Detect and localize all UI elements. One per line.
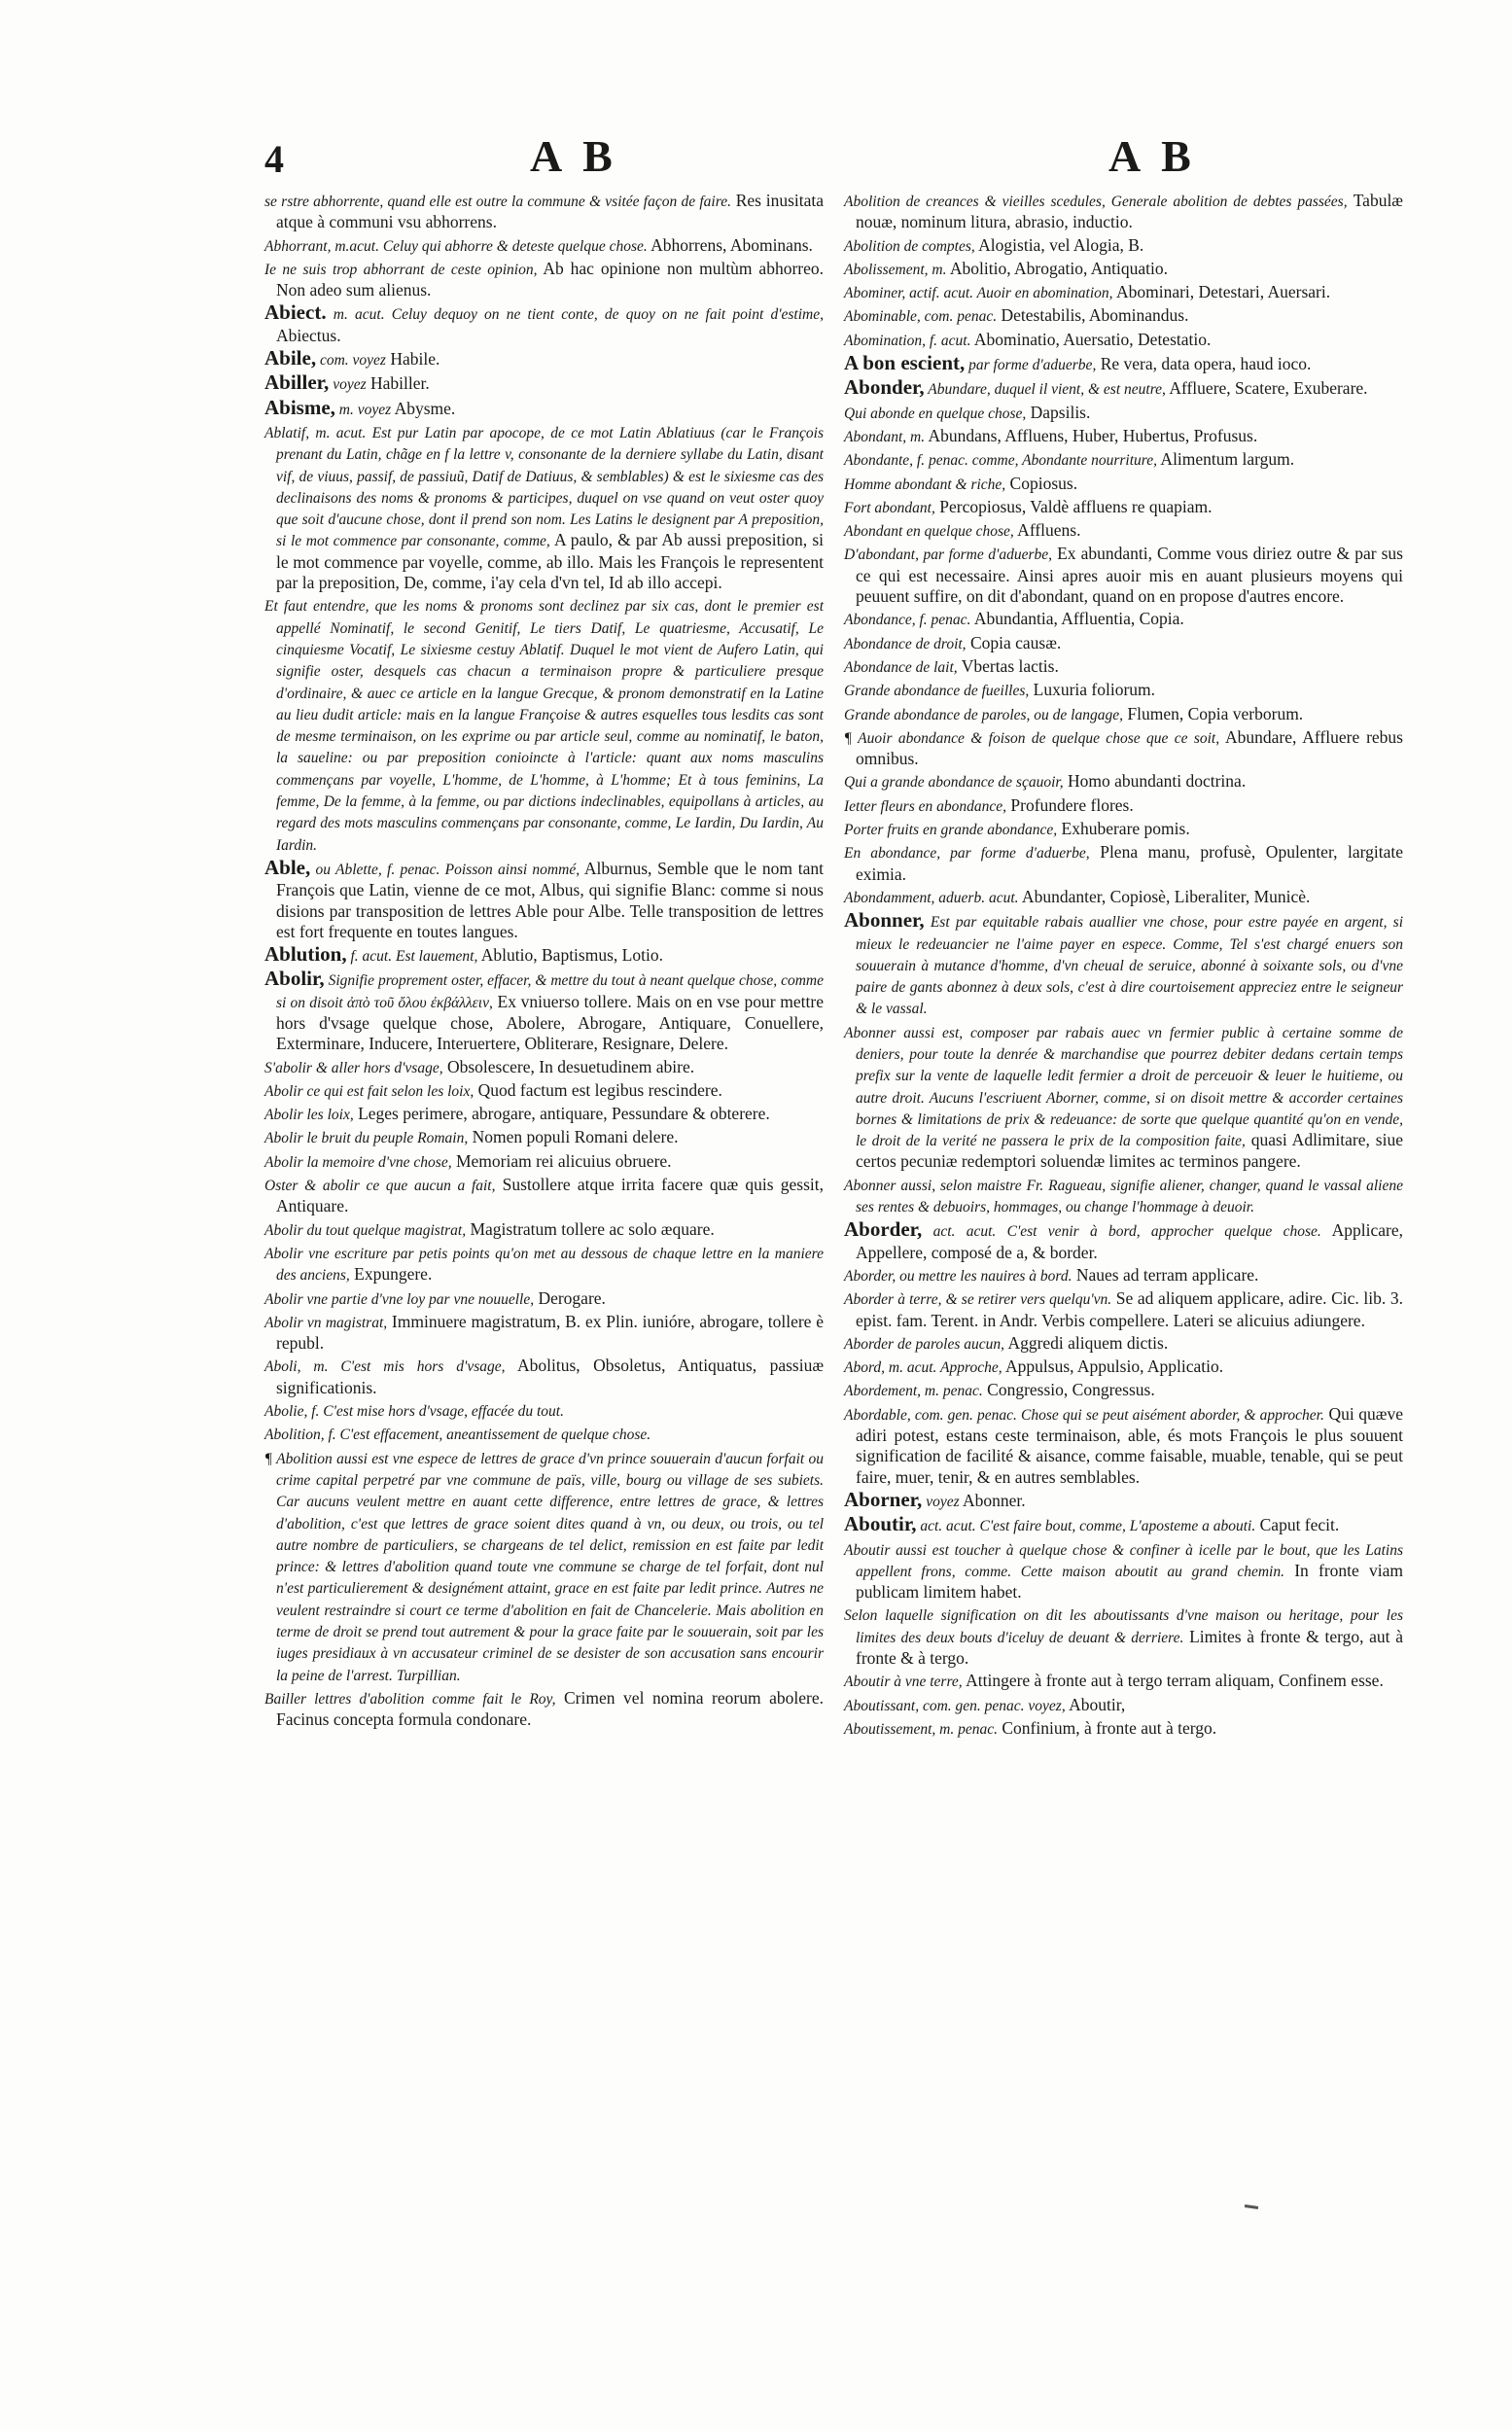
entry-latin-text: Vbertas lactis. — [957, 655, 1059, 676]
entry-latin-text: Re vera, data opera, haud ioco. — [1096, 354, 1312, 374]
dictionary-entry — [264, 1080, 824, 1102]
entry-latin-text: Attingere à fronte aut à tergo terram aliquam, Confinem esse. — [962, 1671, 1384, 1691]
entry-french-text: Aboutissement, m. penac. — [844, 1720, 998, 1738]
dictionary-entry — [844, 1022, 1403, 1173]
entry-latin-text: Profundere flores. — [1006, 794, 1134, 815]
dictionary-entry — [844, 1404, 1403, 1488]
dictionary-entry — [844, 377, 1403, 400]
dictionary-entry — [844, 680, 1403, 701]
dictionary-entry — [264, 395, 824, 420]
dictionary-entry — [844, 282, 1403, 303]
dictionary-entry — [844, 609, 1403, 630]
dictionary-entry — [264, 1424, 824, 1445]
dictionary-entry — [844, 497, 1403, 518]
dictionary-entry — [264, 1448, 824, 1686]
entry-french-text: Abominer, actif. acut. Auoir en abomination, — [844, 285, 1113, 302]
dictionary-entry — [844, 1265, 1403, 1286]
entry-french-text: m. voyez — [334, 401, 392, 418]
entry-french-text: f. acut. Est lauement, — [346, 948, 478, 966]
dictionary-entry — [264, 372, 824, 395]
entry-latin-text: Confinium, à fronte aut à tergo. — [997, 1717, 1217, 1738]
entry-french-text: Grande abondance de paroles, ou de langage, — [844, 706, 1123, 723]
dictionary-entry — [844, 704, 1403, 725]
dictionary-entry — [844, 842, 1403, 885]
entry-latin-text: Abundans, Affluens, Huber, Hubertus, Profusus. — [925, 425, 1258, 445]
entry-latin-text: Abonner. — [959, 1490, 1026, 1510]
entry-latin-text: Flumen, Copia verborum. — [1123, 703, 1304, 723]
dictionary-entry — [264, 259, 824, 301]
entry-french-text: Abondance, f. penac. — [844, 612, 971, 629]
entry-headword: Abiller, — [264, 370, 330, 395]
dictionary-entry — [844, 403, 1403, 424]
entry-latin-text: Luxuria foliorum. — [1029, 680, 1156, 700]
dictionary-entry — [264, 1175, 824, 1217]
entry-latin-text: Abundanter, Copiosè, Liberaliter, Municè. — [1018, 886, 1311, 906]
entry-french-text: Qui a grande abondance de sçauoir, — [844, 774, 1064, 792]
dictionary-entry — [844, 426, 1403, 447]
entry-latin-text: Ex abundanti, Comme vous diriez outre & par sus ce qui est necessaire. Ainsi apres auoir mis en auant plusieurs moyens qui peuuent suffire, on dit d'abondant, quand on en propose d'autres encore. — [856, 544, 1403, 607]
entry-french-text: Signifie proprement oster, effacer, & mettre du tout à neant quelque chose, comme si on disoit ἀπὸ τοῦ ὄλου ἐκβάλλειν, — [276, 972, 824, 1011]
entry-latin-text: Alogistia, vel Alogia, B. — [974, 234, 1144, 255]
dictionary-entry — [844, 1539, 1403, 1603]
entry-french-text: Oster & abolir ce que aucun a fait, — [264, 1178, 496, 1195]
dictionary-entry — [264, 235, 824, 257]
dictionary-entry — [844, 353, 1403, 375]
dictionary-entry — [844, 330, 1403, 351]
entry-french-text: Abolir les loix, — [264, 1107, 354, 1124]
entry-french-text: Abordable, com. gen. penac. Chose qui se peut aisément aborder, & approcher. — [844, 1406, 1324, 1424]
entry-latin-text: Plena manu, profusè, Opulenter, largitate eximia. — [856, 842, 1403, 884]
dictionary-entry — [844, 449, 1403, 471]
left-column — [264, 191, 824, 1732]
entry-french-text: Aboutissant, com. gen. penac. voyez, — [844, 1697, 1066, 1714]
dictionary-entry — [844, 191, 1403, 233]
entry-french-text: Abolir le bruit du peuple Romain, — [264, 1130, 469, 1147]
entry-french-text: Abomination, f. acut. — [844, 332, 971, 349]
entry-latin-text: Magistratum tollere ac solo æquare. — [466, 1218, 715, 1239]
page-ornament — [1245, 2204, 1258, 2209]
dictionary-entry — [264, 1127, 824, 1148]
entry-french-text: Aboli, m. C'est mis hors d'vsage, — [264, 1358, 506, 1376]
dictionary-entry — [844, 1333, 1403, 1355]
dictionary-entry — [264, 855, 824, 942]
entry-french-text: Aborder, ou mettre les nauires à bord. — [844, 1267, 1072, 1285]
entry-latin-text: Abolitus, Obsoletus, Antiquatus, passiuæ significationis. — [276, 1356, 824, 1397]
right-column — [844, 191, 1403, 1742]
entry-french-text: Abondamment, aduerb. acut. — [844, 889, 1019, 906]
dictionary-entry — [844, 1514, 1403, 1536]
dictionary-entry — [844, 1604, 1403, 1669]
entry-latin-text: Abolitio, Abrogatio, Antiquatio. — [946, 258, 1168, 278]
dictionary-entry — [844, 1175, 1403, 1218]
dictionary-entry — [844, 520, 1403, 542]
entry-french-text: Abolir vne partie d'vne loy par vne nouuelle, — [264, 1290, 535, 1308]
entry-latin-text: Congressio, Congressus. — [982, 1380, 1155, 1400]
entry-french-text: ¶ Abolition aussi est vne espece de lettres de grace d'vn prince souuerain d'aucun forfait ou crime capital perpetré par vne commune de païs, ville, bourg ou village de ses subiets. Car aucuns veulent mettre en auant cette difference, entre lettres de grace, & lettres d'abolition, c'est que lettres de grace soient dites quand à vn, ou deux, ou trois, ou tel autre nombre de particuliers, se chargeans de tel delict, remission en est faite par ledit prince: & lettres d'abolition quand toute vne commune se charge de tel forfait, dont nul n'est particulierement & designément attaint, grace en est faite par ledit prince. Autres ne veulent restraindre si court ce terme d'abolition en fait de Chancelerie. Mais abolition en terme de droit se prend tout autrement & pour la grace faite par le souuerain, soit par les iuges presidiaux à vn accusateur criminel de se desister de son accusation sans encourir la peine de l'arrest. Turpillian. — [264, 1450, 824, 1684]
entry-french-text: Abhorrant, m.acut. Celuy qui abhorre & deteste quelque chose. — [264, 237, 648, 255]
entry-french-text: voyez — [922, 1493, 960, 1510]
entry-french-text: act. acut. C'est faire bout, comme, L'aposteme a abouti. — [916, 1518, 1256, 1535]
dictionary-entry — [264, 1243, 824, 1286]
entry-latin-text: Imminuere magistratum, B. ex Plin. iunióre, abrogare, tollere è republ. — [276, 1311, 824, 1354]
entry-latin-text: Tabulæ nouæ, nominum litura, abrasio, inductio. — [856, 191, 1403, 232]
entry-french-text: Abondant en quelque chose, — [844, 523, 1014, 541]
entry-latin-text: Derogare. — [534, 1287, 606, 1308]
entry-latin-text: Leges perimere, abrogare, antiquare, Pessundare & obterere. — [353, 1104, 770, 1124]
entry-french-text: Aborder de paroles aucun, — [844, 1335, 1005, 1353]
dictionary-entry — [264, 1151, 824, 1173]
entry-latin-text: Naues ad terram applicare. — [1072, 1264, 1259, 1285]
entry-headword: Abile, — [264, 346, 317, 370]
dictionary-entry — [844, 819, 1403, 840]
entry-latin-text: Habiller. — [366, 373, 430, 394]
entry-latin-text: Abhorrens, Abominans. — [647, 234, 813, 255]
entry-french-text: Ablatif, m. acut. Est pur Latin par apocope, de ce mot Latin Ablatiuus (car le François prenant du Latin, chãge en f la lettre v, consonante de la derniere syllabe du Latin, disant vif, de viuus, passif, de passiuũ, Datif de Datiuus, & semblables) & est le sixiesme cas des declinaisons des noms & pronoms & participes, duquel on vse quand on veut oster quoy que soit d'aucune chose, dont il prend son nom. Les Latins le designent par A preposition, si le mot commence par consonante, comme, — [264, 424, 824, 550]
entry-headword: A bon escient, — [844, 351, 966, 375]
entry-french-text: ¶ Auoir abondance & foison de quelque chose que ce soit, — [844, 729, 1220, 747]
entry-latin-text: Nomen populi Romani delere. — [468, 1127, 679, 1147]
entry-latin-text: Dapsilis. — [1026, 402, 1091, 422]
dictionary-entry — [844, 474, 1403, 495]
entry-latin-text: Ablutio, Baptismus, Lotio. — [477, 945, 663, 966]
entry-latin-text: Homo abundanti doctrina. — [1063, 771, 1247, 792]
dictionary-entry — [264, 1312, 824, 1355]
page-number: 4 — [264, 137, 284, 181]
entry-latin-text: Affluens. — [1013, 520, 1081, 541]
entry-french-text: Abordement, m. penac. — [844, 1383, 983, 1400]
entry-latin-text: Abominari, Detestari, Auersari. — [1112, 282, 1331, 302]
entry-french-text: ou Ablette, f. penac. Poisson ainsi nommé, — [310, 861, 580, 878]
entry-latin-text: Alimentum largum. — [1157, 449, 1295, 470]
entry-latin-text: Expungere. — [349, 1264, 433, 1285]
entry-french-text: Bailler lettres d'abolition comme fait le Roy, — [264, 1690, 556, 1708]
dictionary-entry — [844, 1380, 1403, 1401]
entry-latin-text: Se ad aliquem applicare, adire. Cic. lib. 3. epist. fam. Terent. in Andr. Verbis compellere. Lateri se alicuius adiungere. — [856, 1288, 1403, 1330]
entry-french-text: Aborder à terre, & se retirer vers quelqu'vn. — [844, 1291, 1112, 1309]
entry-french-text: Abondant, m. — [844, 428, 926, 445]
dictionary-entry — [264, 1356, 824, 1398]
entry-latin-text: Exhuberare pomis. — [1057, 819, 1190, 839]
dictionary-entry — [844, 1718, 1403, 1740]
entry-french-text: se rstre abhorrente, quand elle est outre la commune & vsitée façon de faire. — [264, 194, 731, 210]
dictionary-entry — [844, 727, 1403, 770]
dictionary-entry — [844, 910, 1403, 1019]
entry-latin-text: Ex vniuerso tollere. Mais on en vse pour mettre hors d'vsage quelque chose, Abolere, Abrogare, Antiquare, Conuellere, Exterminare, Inducere, Interuertere, Obliterare, Resignare, Delere. — [276, 991, 824, 1054]
entry-latin-text: Abundantia, Affluentia, Copia. — [970, 609, 1184, 629]
entry-french-text: En abondance, par forme d'aduerbe, — [844, 845, 1090, 863]
entry-latin-text: Copia causæ. — [966, 632, 1062, 652]
entry-french-text: Abondance de lait, — [844, 658, 958, 676]
entry-french-text: com. voyez — [316, 352, 386, 370]
entry-latin-text: Appulsus, Appulsio, Applicatio. — [1002, 1356, 1224, 1377]
dictionary-entry — [844, 1695, 1403, 1716]
entry-french-text: Abolition, f. C'est effacement, aneantissement de quelque chose. — [264, 1427, 651, 1444]
dictionary-entry — [264, 1057, 824, 1078]
entry-french-text: Abolir du tout quelque magistrat, — [264, 1221, 467, 1239]
entry-french-text: Abolition de creances & vieilles scedules, Generale abolition de debtes passées, — [844, 194, 1348, 210]
entry-french-text: Abondante, f. penac. comme, Abondante nourriture, — [844, 452, 1158, 470]
entry-latin-text: In fronte viam publicam limitem habet. — [856, 1560, 1404, 1603]
entry-latin-text: Detestabilis, Abominandus. — [997, 305, 1189, 326]
entry-french-text: act. acut. C'est venir à bord, approcher quelque chose. — [922, 1223, 1321, 1241]
entry-latin-text: Obsolescere, In desuetudinem abire. — [442, 1056, 695, 1076]
dictionary-entry — [844, 1219, 1403, 1263]
entry-latin-text: Alburnus, Semble que le nom tant François que Latin, vienne de ce mot, Albus, qui signifie Blanc: comme si nous disions par transposition de lettres Able pour Albe. Telle transposition de lettres est fort frequente en toutes langues. — [276, 858, 824, 941]
entry-latin-text: Copiosus. — [1005, 473, 1078, 493]
dictionary-entry — [264, 422, 824, 593]
entry-latin-text: Sustollere atque irrita facere quæ quis gessit, Antiquare. — [276, 1175, 824, 1216]
left-running-head: A B — [530, 131, 618, 181]
entry-latin-text: Crimen vel nomina reorum abolere. Facinus concepta formula condonare. — [276, 1687, 824, 1730]
entry-french-text: voyez — [329, 376, 367, 394]
entry-french-text: Homme abondant & riche, — [844, 476, 1006, 493]
entry-headword: Able, — [264, 855, 311, 879]
entry-french-text: Selon laquelle signification on dit les aboutissants d'vne maison ou heritage, pour les limites des deux bouts d'iceluy de deuant & derriere. — [844, 1607, 1403, 1646]
entry-french-text: Abolir vne escriture par petis points qu'on met au dessous de chaque lettre en la maniere des anciens, — [264, 1245, 824, 1285]
entry-headword: Aborner, — [844, 1487, 923, 1511]
entry-latin-text: Limites à fronte & tergo, aut à fronte & à tergo. — [856, 1626, 1404, 1668]
entry-latin-text: Qui quæve adiri potest, estans ceste terminaison, able, és mots François le plus souuent signification de facilité & aisance, comme faisable, muable, tenable, qui se peut faire, muer, tenir, & en autres semblables. — [856, 1403, 1403, 1487]
entry-french-text: Abolir la memoire d'vne chose, — [264, 1153, 452, 1171]
dictionary-entry — [264, 969, 824, 1054]
entry-french-text: Porter fruits en grande abondance, — [844, 822, 1058, 839]
dictionary-entry — [264, 1104, 824, 1125]
entry-french-text: D'abondant, par forme d'aduerbe, — [844, 546, 1053, 564]
entry-french-text: Ie ne suis trop abhorrant de ceste opinion, — [264, 261, 538, 278]
entry-headword: Aboutir, — [844, 1512, 917, 1536]
entry-french-text: Abolir vn magistrat, — [264, 1314, 388, 1331]
entry-french-text: Abord, m. acut. Approche, — [844, 1359, 1002, 1377]
entry-headword: Abisme, — [264, 395, 335, 419]
dictionary-entry — [844, 235, 1403, 257]
entry-latin-text: Memoriam rei alicuius obruere. — [451, 1150, 672, 1171]
entry-french-text: Grande abondance de fueilles, — [844, 683, 1030, 700]
dictionary-entry — [264, 348, 824, 370]
dictionary-entry — [264, 1400, 824, 1422]
entry-latin-text: Quod factum est legibus rescindere. — [474, 1079, 722, 1100]
page-header — [0, 131, 1512, 185]
right-running-head: A B — [1108, 131, 1197, 181]
entry-french-text: Est par equitable rabais auallier vne chose, pour estre payée en argent, si mieux le redeuancier ne l'aime payer en espece. Comme, Tel s'est chargé enuers son souuerain à mutance d'homme, d'vn cheual de seruice, abonné à soixante sols, ou d'vne paire de gants abonnez à deux sols, c'est à dire courtoisement appreciez entre le seigneur & le vassal. — [856, 914, 1403, 1018]
entry-latin-text: Ab hac opinione non multùm abhorreo. Non adeo sum alienus. — [276, 258, 824, 300]
dictionary-entry — [844, 1487, 1403, 1512]
dictionary-entry — [264, 1288, 824, 1310]
dictionary-entry — [844, 633, 1403, 654]
entry-french-text: Fort abondant, — [844, 499, 935, 516]
entry-french-text: Aboutir aussi est toucher à quelque chose & confiner à icelle par le bout, que les Latins appellent frons, comme. Cette maison aboutit au grand chemin. — [844, 1541, 1403, 1580]
entry-french-text: Abominable, com. penac. — [844, 308, 998, 326]
entry-headword: Ablution, — [264, 942, 347, 967]
entry-latin-text: Abundare, Affluere rebus omnibus. — [856, 726, 1403, 769]
dictionary-entry — [844, 771, 1403, 793]
dictionary-entry — [264, 302, 824, 346]
entry-headword: Abiect. — [264, 300, 327, 325]
dictionary-entry — [264, 944, 824, 967]
entry-latin-text: Abominatio, Auersatio, Detestatio. — [970, 329, 1212, 349]
entry-latin-text: Affluere, Scatere, Exuberare. — [1165, 378, 1368, 399]
entry-french-text: Abondance de droit, — [844, 635, 967, 652]
entry-latin-text: Aggredi aliquem dictis. — [1004, 1332, 1169, 1353]
dictionary-entry — [844, 1288, 1403, 1331]
entry-headword: Abonder, — [844, 375, 925, 400]
entry-french-text: Et faut entendre, que les noms & pronoms sont declinez par six cas, dont le premier est appellé Nominatif, le second Genitif, Le tiers Datif, Le quatriesme, Accusatif, Le cinquiesme Vocatif, Le sixiesme cestuy Ablatif. Duquel le mot vient de Aufero Latin, qui signifie oster, desquels cas chacun a terminaison propre & particuliere presque d'ordinaire, & auec ce article en la langue Grecque, & pronom demonstratif en la Latine au lieu dudit article: mais en la langue Françoise & autres esquelles tous lesdits cas sont de mesme terminaison, on les exprime ou par article seul, comme au nominatif, le baton, la saueline: ou par preposition conioincte à l'article: quant aux noms masculins commençans par voyelle, L'homme, de L'homme, à L'homme; Et à tous feminins, La femme, De la femme, à la femme, ou par dictions indeclinables, equipollans à articles, au regard des mots masculins commençans par consonante, comme, Le Iardin, Du Iardin, Au Iardin. — [264, 598, 824, 854]
entry-french-text: Abolir ce qui est fait selon les loix, — [264, 1082, 475, 1100]
entry-french-text: S'abolir & aller hors d'vsage, — [264, 1059, 443, 1076]
entry-french-text: Abolie, f. C'est mise hors d'vsage, effacée du tout. — [264, 1403, 564, 1421]
entry-headword: Abonner, — [844, 908, 925, 933]
dictionary-entry — [844, 1356, 1403, 1378]
entry-french-text: Ietter fleurs en abondance, — [844, 797, 1007, 815]
entry-french-text: Abolissement, m. — [844, 261, 947, 278]
entry-french-text: Abonner aussi est, composer par rabais auec vn fermier public à certaine somme de deniers, pour toute la denrée & marchandise que pourrez debiter dedans certain temps prefix sur la vente de laquelle ledit fermier a droit de perceuoir & leuer le huitieme, ou autre droit. Aucuns l'escriuent Aborner, comme, si on disoit mettre & accorder certaines bornes & limitations de prix & redeuance: de sorte que quelque quantité qu'on en vende, le droit de la verité ne passera le prix de la composition faite, — [844, 1024, 1403, 1150]
entry-latin-text: Abysme. — [391, 398, 456, 418]
entry-latin-text: Res inusitata atque à communi vsu abhorrens. — [276, 191, 824, 232]
entry-latin-text: Habile. — [385, 349, 440, 370]
entry-french-text: Abonner aussi, selon maistre Fr. Ragueau, signifie aliener, changer, quand le vassal aliene ses rentes & debuoirs, hommages, ou change l'hommage à deuoir. — [844, 1177, 1403, 1216]
dictionary-entry — [264, 595, 824, 856]
dictionary-entry — [844, 656, 1403, 678]
entry-headword: Abolir, — [264, 967, 325, 991]
entry-french-text: Abolition de comptes, — [844, 237, 975, 255]
dictionary-entry — [844, 305, 1403, 327]
dictionary-entry — [844, 887, 1403, 908]
dictionary-entry — [264, 191, 824, 233]
entry-latin-text: quasi Adlimitare, siue certos pecuniæ redemptori soluendæ limites ac terminos pangere. — [856, 1130, 1403, 1172]
entry-french-text: m. acut. Celuy dequoy on ne tient conte, de quoy on ne fait point d'estime, — [326, 306, 824, 324]
entry-latin-text: Percopiosus, Valdè affluens re quapiam. — [934, 496, 1213, 516]
entry-latin-text: A paulo, & par Ab aussi preposition, si le mot commence par voyelle, comme, ab illo. Mais les François le representent par la preposition, De, comme, i'ay cela d'vn tel, Id ab illo accepi. — [276, 530, 824, 593]
entry-french-text: Qui abonde en quelque chose, — [844, 405, 1027, 422]
entry-latin-text: Applicare, Appellere, composé de a, & border. — [856, 1220, 1403, 1262]
dictionary-entry — [844, 795, 1403, 817]
entry-headword: Aborder, — [844, 1217, 923, 1242]
dictionary-entry — [844, 544, 1403, 607]
entry-french-text: Aboutir à vne terre, — [844, 1674, 963, 1691]
entry-latin-text: Aboutir, — [1065, 1694, 1126, 1714]
dictionary-entry — [264, 1688, 824, 1731]
entry-french-text: Abundare, duquel il vient, & est neutre, — [924, 381, 1166, 399]
entry-latin-text: Abiectus. — [276, 325, 341, 345]
dictionary-entry — [264, 1219, 824, 1241]
entry-latin-text: Caput fecit. — [1255, 1515, 1340, 1535]
dictionary-entry — [844, 259, 1403, 280]
dictionary-entry — [844, 1671, 1403, 1692]
entry-french-text: par forme d'aduerbe, — [965, 357, 1097, 374]
